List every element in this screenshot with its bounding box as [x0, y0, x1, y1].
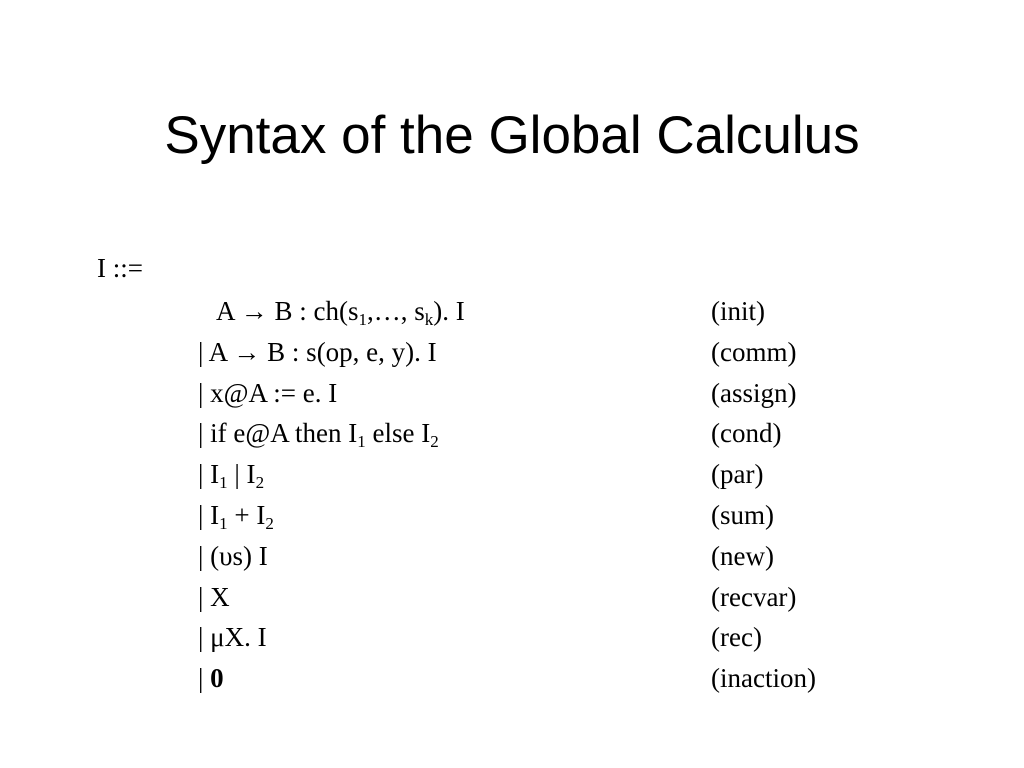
rule-text: | x@A := e. I — [198, 377, 338, 408]
grammar-rule — [0, 658, 1024, 698]
rule-text: + I — [227, 500, 266, 530]
grammar-rule — [0, 577, 1024, 617]
rule-production — [198, 413, 439, 453]
grammar-rule — [0, 617, 1024, 657]
rule-label: (init) — [711, 296, 765, 326]
rule-subscript: 1 — [219, 514, 228, 533]
grammar-rule — [0, 536, 1024, 576]
rule-text: | μX. I — [198, 622, 267, 653]
rule-subscript: 2 — [255, 473, 265, 493]
rule-label: (inaction) — [711, 663, 816, 694]
rule-label: (par) — [711, 459, 764, 490]
rule-label: (rec) — [711, 622, 762, 653]
rule-label: (sum) — [711, 500, 774, 530]
rule-production — [216, 291, 465, 331]
rule-label: (assign) — [711, 377, 797, 408]
rule-production — [198, 454, 264, 494]
rule-text: | A → B : s(op, e, y). I — [198, 336, 437, 367]
grammar-rule — [0, 373, 1024, 413]
rule-subscript: 1 — [358, 310, 368, 329]
rule-bold-term: 0 — [210, 663, 224, 694]
grammar-rule — [0, 332, 1024, 372]
rule-text: | if e@A then I — [198, 418, 358, 449]
rule-subscript: 1 — [357, 432, 366, 452]
rule-label: (comm) — [711, 336, 797, 367]
rule-production — [198, 332, 437, 372]
rule-production — [198, 536, 268, 576]
rule-production — [198, 617, 267, 657]
rule-subscript: 1 — [219, 473, 228, 493]
rule-production — [198, 658, 224, 698]
rule-subscript: k — [424, 310, 434, 329]
grammar-rule — [0, 413, 1024, 453]
rule-text: | X — [198, 581, 230, 612]
rule-text: ,…, s — [367, 296, 425, 326]
rule-production — [198, 495, 274, 535]
rule-text: | I — [198, 500, 220, 530]
slide-title: Syntax of the Global Calculus — [164, 106, 860, 165]
rule-text: | I — [198, 459, 220, 490]
grammar-rule — [0, 291, 1024, 331]
rule-label: (new) — [711, 540, 774, 571]
grammar-rule — [0, 454, 1024, 494]
rule-text: ). I — [433, 296, 465, 326]
rule-text: | I — [227, 459, 256, 490]
rule-subscript: 2 — [430, 432, 439, 452]
grammar-lhs: I ::= — [97, 253, 143, 283]
rule-label: (cond) — [711, 418, 782, 449]
rule-text: | — [198, 663, 211, 694]
rule-text: | (υs) I — [198, 540, 268, 571]
rule-text: A → B : ch(s — [216, 296, 359, 326]
rule-production — [198, 577, 230, 617]
rule-production — [198, 373, 337, 413]
rule-text: else I — [365, 418, 431, 449]
grammar-rule — [0, 495, 1024, 535]
rule-subscript: 2 — [265, 514, 274, 533]
rule-label: (recvar) — [711, 581, 797, 612]
